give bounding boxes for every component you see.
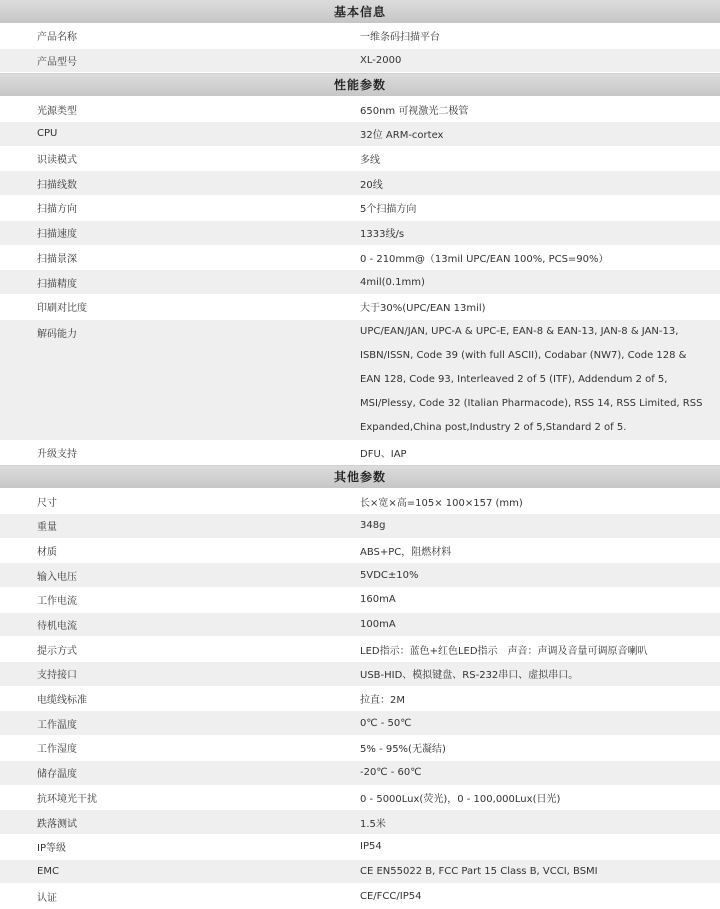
spec-row — [0, 760, 720, 785]
spec-label: 扫描精度 — [0, 270, 360, 295]
spec-row — [0, 686, 720, 711]
spec-label: 产品名称 — [0, 24, 360, 49]
spec-value: CE EN55022 B, FCC Part 15 Class B, VCCI, BSMI — [360, 859, 720, 884]
spec-row — [0, 294, 720, 319]
spec-value: XL-2000 — [360, 48, 720, 73]
spec-value: 20线 — [360, 171, 720, 196]
spec-label: 待机电流 — [0, 612, 360, 637]
spec-label: 电缆线标准 — [0, 686, 360, 711]
spec-row — [0, 513, 720, 538]
spec-row — [0, 711, 720, 736]
spec-label: EMC — [0, 859, 360, 884]
spec-row — [0, 440, 720, 465]
spec-label: 工作湿度 — [0, 736, 360, 761]
spec-value: CE/FCC/IP54 — [360, 884, 720, 909]
spec-value: 长×宽×高=105× 100×157 (mm) — [360, 489, 720, 514]
spec-row — [0, 171, 720, 196]
spec-row — [0, 220, 720, 245]
spec-value: 一维条码扫描平台 — [360, 24, 720, 49]
spec-value: 100mA — [360, 612, 720, 637]
spec-row — [0, 785, 720, 810]
spec-label: 跌落测试 — [0, 810, 360, 835]
spec-value: 348g — [360, 513, 720, 538]
spec-label: 光源类型 — [0, 97, 360, 122]
spec-value: 4mil(0.1mm) — [360, 270, 720, 295]
spec-value: 0℃ - 50℃ — [360, 711, 720, 736]
spec-label: 扫描速度 — [0, 220, 360, 245]
spec-row — [0, 146, 720, 171]
spec-label: 储存温度 — [0, 760, 360, 785]
spec-row — [0, 489, 720, 514]
spec-value: 160mA — [360, 588, 720, 613]
spec-label: 产品型号 — [0, 48, 360, 73]
spec-row — [0, 736, 720, 761]
spec-row — [0, 859, 720, 884]
spec-value: 1333线/s — [360, 220, 720, 245]
section-title: 基本信息 — [0, 0, 720, 24]
spec-value: 5VDC±10% — [360, 563, 720, 588]
spec-label: IP等级 — [0, 834, 360, 859]
spec-row — [0, 48, 720, 73]
spec-label: 输入电压 — [0, 563, 360, 588]
spec-row — [0, 637, 720, 662]
spec-row — [0, 97, 720, 122]
spec-label: 尺寸 — [0, 489, 360, 514]
spec-label: 认证 — [0, 884, 360, 909]
spec-value: 32位 ARM-cortex — [360, 122, 720, 147]
section-header-performance-params — [0, 73, 720, 97]
spec-label: 支持接口 — [0, 662, 360, 687]
section-title: 性能参数 — [0, 73, 720, 97]
spec-value: 0 - 5000Lux(荧光)，0 - 100,000Lux(日光) — [360, 785, 720, 810]
spec-label: 解码能力 — [0, 319, 360, 440]
spec-label: 提示方式 — [0, 637, 360, 662]
spec-row — [0, 884, 720, 909]
spec-row — [0, 196, 720, 221]
spec-value: UPC/EAN/JAN, UPC-A & UPC-E, EAN-8 & EAN-13, JAN-8 & JAN-13, ISBN/ISSN, Code 39 (with full ASCII), Codabar (NW7), Code 128 & EAN 128, Code 93, Interleaved 2 of 5 (ITF), Addendum 2 of 5, MSI/Plessy, Code 32 (Italian Pharmacode), RSS 14, RSS Limited, RSS Expanded,China post,Industry 2 of 5,Standard 2 of 5. — [360, 319, 720, 440]
spec-value: 5% - 95%(无凝结) — [360, 736, 720, 761]
spec-row — [0, 24, 720, 49]
spec-value: 大于30%(UPC/EAN 13mil) — [360, 294, 720, 319]
spec-row — [0, 319, 720, 440]
spec-value: LED指示：蓝色+红色LED指示 声音：声调及音量可调原音喇叭 — [360, 637, 720, 662]
spec-label: 升级支持 — [0, 440, 360, 465]
spec-label: 工作电流 — [0, 588, 360, 613]
spec-label: 材质 — [0, 538, 360, 563]
spec-value: ABS+PC，阻燃材料 — [360, 538, 720, 563]
spec-value: 5个扫描方向 — [360, 196, 720, 221]
spec-label: 扫描方向 — [0, 196, 360, 221]
spec-row — [0, 245, 720, 270]
spec-value: 650nm 可视激光二极管 — [360, 97, 720, 122]
spec-row — [0, 588, 720, 613]
section-title: 其他参数 — [0, 465, 720, 489]
section-header-other-params — [0, 465, 720, 489]
spec-row — [0, 612, 720, 637]
spec-row — [0, 538, 720, 563]
spec-value: 1.5米 — [360, 810, 720, 835]
spec-row — [0, 270, 720, 295]
spec-label: 扫描景深 — [0, 245, 360, 270]
spec-value: DFU、IAP — [360, 440, 720, 465]
spec-value: 多线 — [360, 146, 720, 171]
spec-label: 识读模式 — [0, 146, 360, 171]
spec-label: 扫描线数 — [0, 171, 360, 196]
spec-label: 印刷对比度 — [0, 294, 360, 319]
spec-row — [0, 810, 720, 835]
spec-value: 0 - 210mm@（13mil UPC/EAN 100%, PCS=90%） — [360, 245, 720, 270]
spec-value: 拉直：2M — [360, 686, 720, 711]
section-header-basic-info — [0, 0, 720, 24]
spec-label: CPU — [0, 122, 360, 147]
spec-value: -20℃ - 60℃ — [360, 760, 720, 785]
spec-row — [0, 834, 720, 859]
spec-row — [0, 563, 720, 588]
spec-value: IP54 — [360, 834, 720, 859]
spec-value: USB-HID、模拟键盘、RS-232串口、虚拟串口。 — [360, 662, 720, 687]
spec-label: 工作温度 — [0, 711, 360, 736]
spec-row — [0, 122, 720, 147]
spec-label: 抗环境光干扰 — [0, 785, 360, 810]
spec-label: 重量 — [0, 513, 360, 538]
spec-row — [0, 662, 720, 687]
